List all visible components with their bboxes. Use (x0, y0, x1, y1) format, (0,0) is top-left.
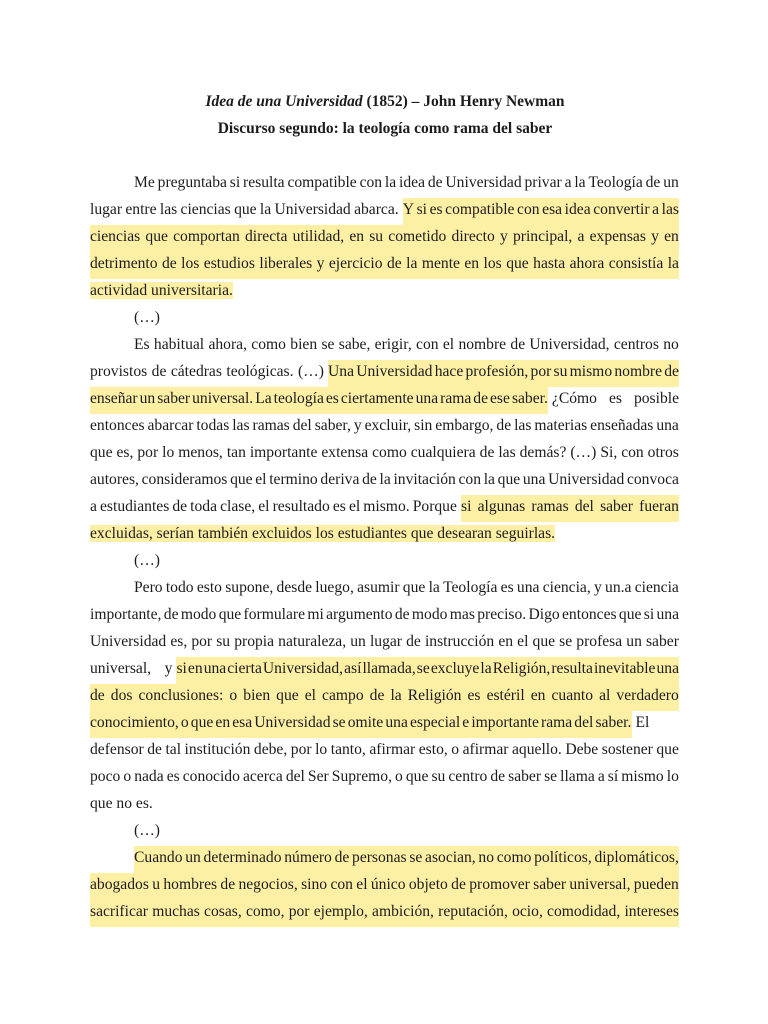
text-segment: a estudiantes de toda clase, el resultado es el mismo. Porque (90, 498, 457, 515)
text-line (90, 333, 679, 360)
text-segment: importante, de modo que formulare mi argumento de modo mas preciso. Digo entonces que si una (90, 606, 679, 623)
highlighted-text: si en una cierta Universidad, así llamada, se excluye la Religión, resulta inevitable una (176, 657, 679, 684)
text-line (90, 684, 679, 711)
text-line (90, 441, 679, 468)
text-segment: poco o nada es conocido acerca del Ser Supremo, o que su centro de saber se llama a sí mismo lo (90, 768, 679, 785)
highlighted-text: de dos conclusiones: o bien que el campo de la Religión es estéril en cuanto al verdadero (90, 684, 679, 711)
text-segment: que no es. (90, 795, 153, 812)
highlighted-text: Y si es compatible con esa idea convertir a las (403, 198, 679, 225)
text-line (90, 279, 679, 306)
text-segment: autores, consideramos que el termino deriva de la invitación con la que una Universidad convoca (90, 471, 679, 488)
highlighted-text: abogados u hombres de negocios, sino con el único objeto de promover saber universal, pueden (90, 873, 679, 900)
text-line (90, 846, 679, 873)
highlighted-text: actividad universitaria. (90, 282, 233, 299)
highlighted-text: detrimento de los estudios liberales y ejercicio de la mente en los que hasta ahora consistía la (90, 252, 679, 279)
text-segment: (…) (134, 309, 160, 326)
text-line (90, 630, 679, 657)
text-line (90, 198, 679, 225)
text-segment: (…) (134, 822, 160, 839)
text-segment: El (635, 714, 650, 731)
text-line (90, 603, 679, 630)
text-line (90, 873, 679, 900)
text-line (90, 549, 679, 576)
text-line (90, 414, 679, 441)
highlighted-text: si algunas ramas del saber fueran (461, 495, 679, 522)
text-segment: ¿Cómo es posible (551, 390, 679, 407)
title-work-name: Idea de una Universidad (205, 93, 363, 110)
text-line (90, 171, 679, 198)
text-segment: entonces abarcar todas las ramas del saber, y excluir, sin embargo, de las materias enseñadas una (90, 417, 679, 434)
highlighted-text: enseñar un saber universal. La teología es ciertamente una rama de ese saber. (90, 387, 548, 414)
highlighted-text: ciencias que comportan directa utilidad, en su cometido directo y principal, a expensas y en (90, 225, 679, 252)
text-line (90, 252, 679, 279)
text-line (90, 576, 679, 603)
text-line (90, 711, 679, 738)
text-segment: defensor de tal institución debe, por lo tanto, afirmar esto, o afirmar aquello. Debe sostener que (90, 741, 679, 758)
text-segment: (…) (134, 552, 160, 569)
highlighted-text: sacrificar muchas cosas, como, por ejemplo, ambición, reputación, ocio, comodidad, intereses (90, 900, 679, 927)
text-line (90, 792, 679, 819)
text-segment: Es habitual ahora, como bien se sabe, erigir, con el nombre de Universidad, centros no (134, 336, 679, 353)
text-line (90, 225, 679, 252)
text-segment: Universidad es, por su propia naturaleza, un lugar de instrucción en el que se profesa un saber (90, 633, 679, 650)
text-line (90, 360, 679, 387)
text-line (90, 819, 679, 846)
text-line (90, 306, 679, 333)
highlighted-text: excluidas, serían también excluidos los estudiantes que desearan seguirlas. (90, 525, 556, 542)
title-year-author: (1852) – John Henry Newman (362, 93, 565, 110)
text-line (90, 765, 679, 792)
text-line (90, 657, 679, 684)
text-segment: universal, y (90, 660, 173, 677)
text-segment: que es, por lo menos, tan importante extensa como cualquiera de las demás? (…) Si, con otros (90, 444, 679, 461)
text-line (90, 522, 679, 549)
text-line (90, 738, 679, 765)
document-body (90, 171, 679, 927)
text-segment: Me preguntaba si resulta compatible con la idea de Universidad privar a la Teología de un (134, 174, 679, 191)
text-line (90, 387, 679, 414)
text-segment: provistos de cátedras teológicas. (…) (90, 363, 324, 380)
text-line (90, 900, 679, 927)
text-line (90, 495, 679, 522)
document-title (90, 91, 680, 113)
highlighted-text: conocimiento, o que en esa Universidad se omite una especial e importante rama del saber. (90, 711, 632, 738)
highlighted-text: Una Universidad hace profesión, por su mismo nombre de (328, 360, 679, 387)
document-subtitle: Discurso segundo: la teología como rama del saber (217, 120, 553, 137)
text-segment: lugar entre las ciencias que la Universidad abarca. (90, 201, 399, 218)
text-line (90, 468, 679, 495)
text-segment: Pero todo esto supone, desde luego, asumir que la Teología es una ciencia, y un.a ciencia (134, 579, 679, 596)
highlighted-text: Cuando un determinado número de personas se asocian, no como políticos, diplomáticos, (134, 846, 679, 873)
